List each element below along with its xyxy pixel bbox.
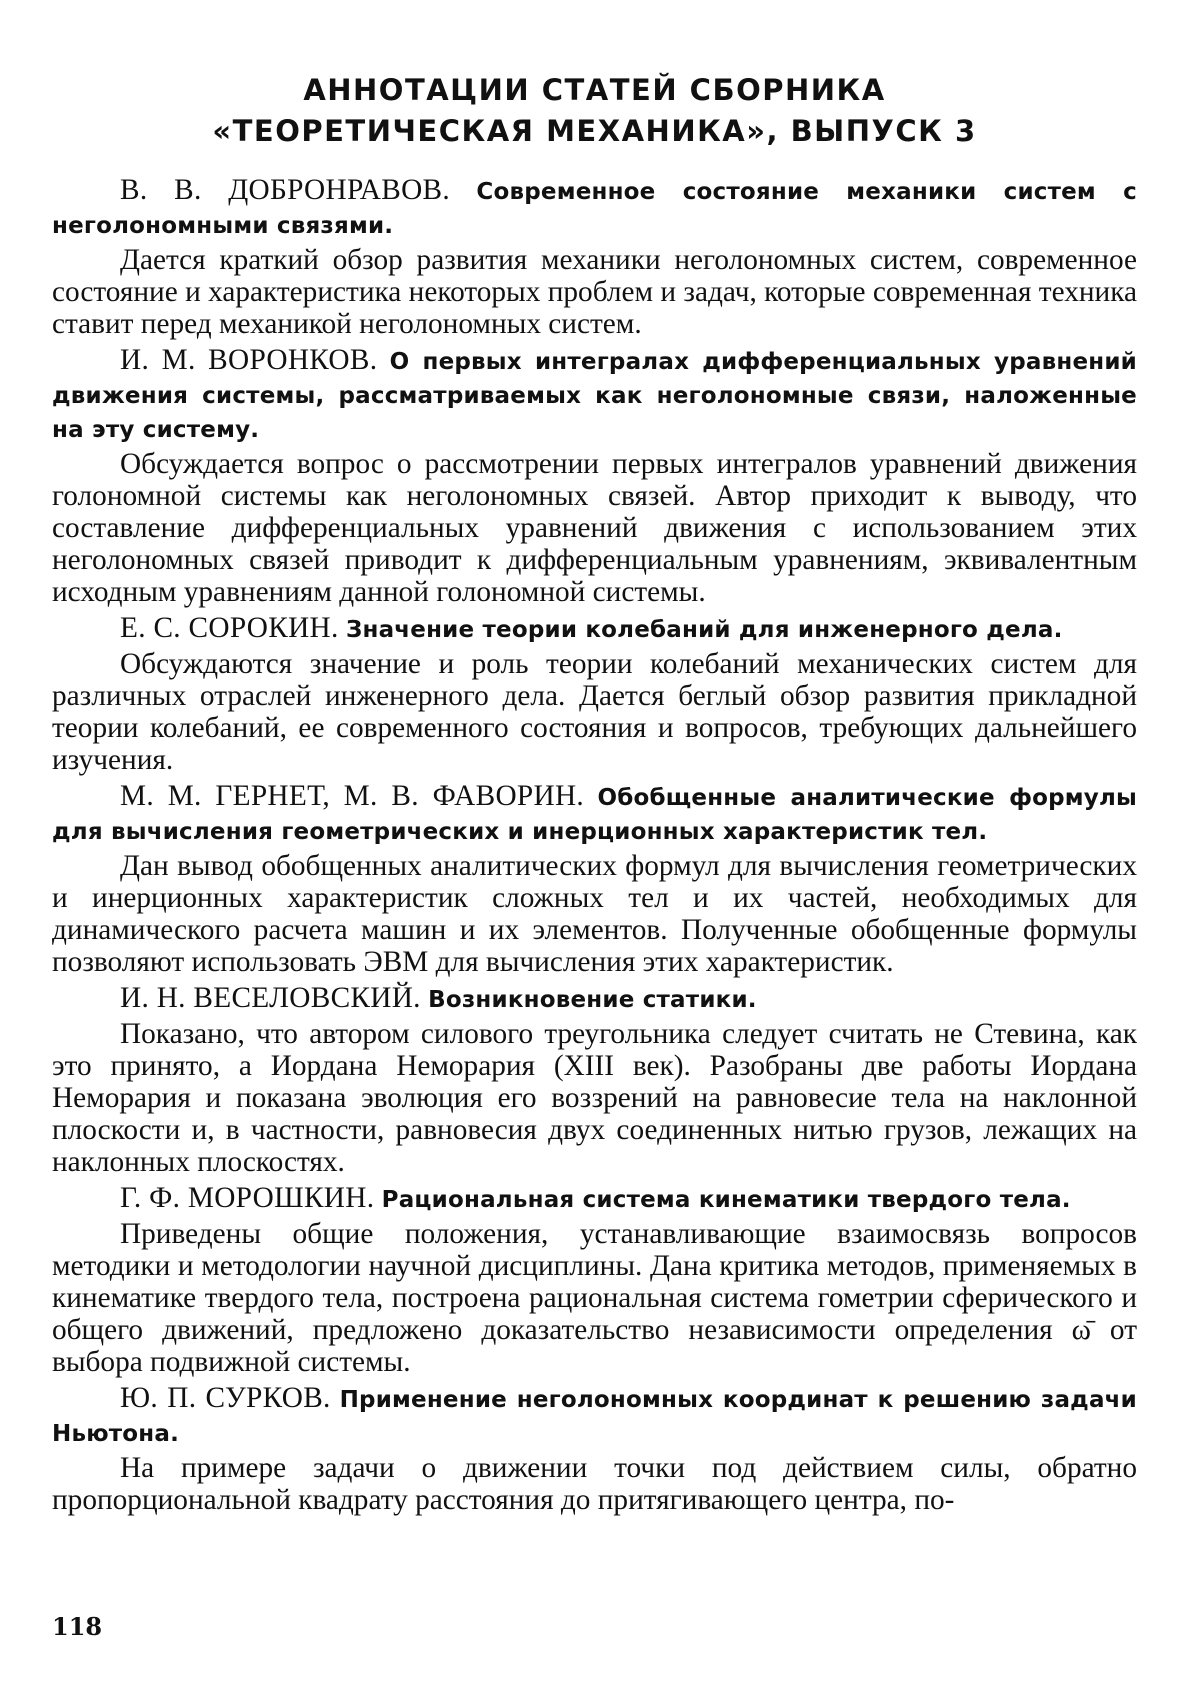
annotation-text: Показано, что автором силового треугольника следует считать не Стевина, как это принято, а Иордана Неморария (XIII век). Разобраны две работы Иордана Неморария и показана эволюция его воззрений на равновесие тела на наклонной плоскости и, в частности, равновесия двух соединенных нитью грузов, лежащих на наклонных плоскостях. (52, 1018, 1137, 1178)
page-title-line-2: «ТЕОРЕТИЧЕСКАЯ МЕХАНИКА», ВЫПУСК 3 (212, 114, 977, 148)
annotation-heading (52, 780, 1137, 848)
annotation-title: Современное состояние механики систем с неголономными связями. (52, 179, 1137, 239)
annotation-title: Рациональная система кинематики твердого тела. (381, 1187, 1071, 1213)
annotation-heading (52, 982, 1137, 1016)
annotation-title: О первых интегралах дифференциальных уравнений движения системы, рассматриваемых как неголономные связи, наложенные на эту систему. (52, 349, 1137, 443)
annotation-title: Возникновение статики. (428, 987, 757, 1013)
annotation-entry (52, 344, 1137, 608)
annotation-entry (52, 982, 1137, 1178)
page-number: 118 (52, 1612, 103, 1641)
annotation-title: Значение теории колебаний для инженерного дела. (345, 617, 1063, 643)
annotation-author: Г. Ф. МОРОШКИН. (120, 1182, 375, 1214)
annotation-author: Ю. П. СУРКОВ. (120, 1382, 331, 1414)
annotation-text: Обсуждается вопрос о рассмотрении первых интегралов уравнений движения голономной системы как неголономных связей. Автор приходит к выводу, что составление дифференциальных уравнений движения с использованием этих неголономных связей приводит к дифференциальным уравнениям, эквивалентным исходным уравнениям данной голономной системы. (52, 448, 1137, 608)
annotation-author: И. М. ВОРОНКОВ. (120, 344, 378, 376)
annotation-heading (52, 344, 1137, 446)
annotation-text: Обсуждаются значение и роль теории колебаний механических систем для различных отраслей инженерного дела. Дается беглый обзор развития прикладной теории колебаний, ее современного состояния и вопросов, требующих дальнейшего изучения. (52, 648, 1137, 776)
page-title (52, 70, 1137, 152)
annotation-heading (52, 1182, 1137, 1216)
annotation-text: Приведены общие положения, устанавливающие взаимосвязь вопросов методики и методологии научной дисциплины. Дана критика методов, применяемых в кинематике твердого тела, построена рациональная система гометрии сферического и общего движений, предложено доказательство независимости определения ω̄ от выбора подвижной системы. (52, 1218, 1137, 1378)
document-page (52, 70, 1137, 1520)
annotation-text: На примере задачи о движении точки под действием силы, обратно пропорциональной квадрату расстояния до притягивающего центра, по- (52, 1452, 1137, 1516)
annotation-title: Применение неголономных координат к решению задачи Ньютона. (52, 1387, 1137, 1447)
annotation-entry (52, 1182, 1137, 1378)
annotation-title: Обобщенные аналитические формулы для вычисления геометрических и инерционных характеристик тел. (52, 785, 1138, 845)
annotation-author: Е. С. СОРОКИН. (120, 612, 339, 644)
annotation-author: И. Н. ВЕСЕЛОВСКИЙ. (120, 982, 421, 1014)
annotation-heading (52, 612, 1137, 646)
page-title-line-1: АННОТАЦИИ СТАТЕЙ СБОРНИКА (303, 73, 886, 107)
annotation-entry (52, 780, 1137, 978)
annotation-author: В. В. ДОБРОНРАВОВ. (120, 174, 451, 206)
annotation-author: М. М. ГЕРНЕТ, М. В. ФАВОРИН. (120, 780, 585, 812)
annotation-heading (52, 174, 1137, 242)
annotation-text: Дается краткий обзор развития механики неголономных систем, современное состояние и характеристика некоторых проблем и задач, которые современная техника ставит перед механикой неголономных систем. (52, 244, 1137, 340)
annotation-text: Дан вывод обобщенных аналитических формул для вычисления геометрических и инерционных характеристик сложных тел и их частей, необходимых для динамического расчета машин и их элементов. Полученные обобщенные формулы позволяют использовать ЭВМ для вычисления этих характеристик. (52, 850, 1137, 978)
annotation-entry (52, 174, 1137, 340)
annotation-entry (52, 612, 1137, 776)
annotation-entry (52, 1382, 1137, 1516)
annotation-heading (52, 1382, 1137, 1450)
